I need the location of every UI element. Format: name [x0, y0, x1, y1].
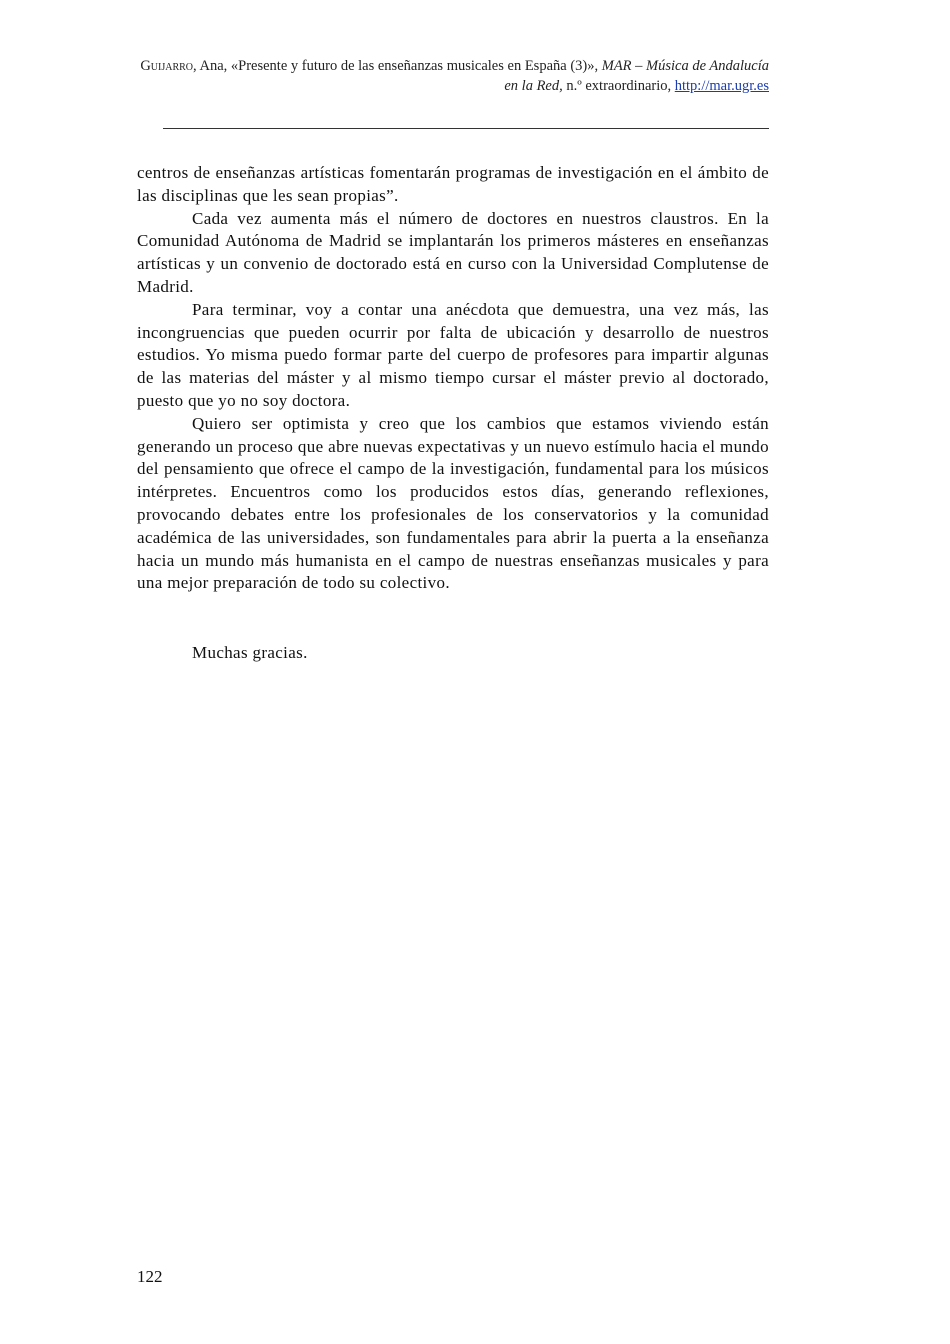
running-header	[137, 56, 769, 96]
paragraph-3: Para terminar, voy a contar una anécdota que demuestra, una vez más, las incongruencias que pueden ocurrir por falta de ubicación y desarrollo de nuestros estudios. Yo misma puedo formar parte del cuerpo de profesores para impartir algunas de las materias del máster y al mismo tiempo cursar el máster previo al doctorado, puesto que yo no soy doctora.	[137, 299, 769, 410]
header-issue: n.º extraordinario,	[562, 78, 675, 94]
page-number: 122	[137, 1267, 163, 1286]
main-text	[137, 162, 769, 595]
paragraph-2: Cada vez aumenta más el número de doctores en nuestros claustros. En la Comunidad Autónoma de Madrid se implantarán los primeros másteres en enseñanzas artísticas y un convenio de doctorado está en curso con la Universidad Complutense de Madrid.	[137, 208, 769, 296]
header-journal-title: MAR – Música de Andalucía en la Red,	[504, 58, 769, 94]
header-divider	[163, 128, 769, 129]
header-url-link[interactable]: http://mar.ugr.es	[674, 78, 769, 94]
paragraph-1: centros de enseñanzas artísticas fomentarán programas de investigación en el ámbito de las disciplinas que les sean propias”.	[137, 163, 769, 205]
header-author-surname: Guijarro	[140, 58, 194, 74]
header-citation: , Ana, «Presente y futuro de las enseñanzas musicales en España (3)»,	[193, 58, 602, 74]
paragraph-4: Quiero ser optimista y creo que los cambios que estamos viviendo están generando un proceso que abre nuevas expectativas y un nuevo estímulo hacia el mundo del pensamiento que ofrece el campo de la investigación, fundamental para los músicos intérpretes. Encuentros como los producidos estos días, generando reflexiones, provocando debates entre los profesionales de los conservatorios y la comunidad académica de las universidades, son fundamentales para abrir la puerta a la enseñanza hacia un mundo más humanista en el campo de nuestras enseñanzas musicales y para una mejor preparación de todo su colectivo.	[137, 413, 769, 593]
closing-line: Muchas gracias.	[192, 643, 308, 662]
